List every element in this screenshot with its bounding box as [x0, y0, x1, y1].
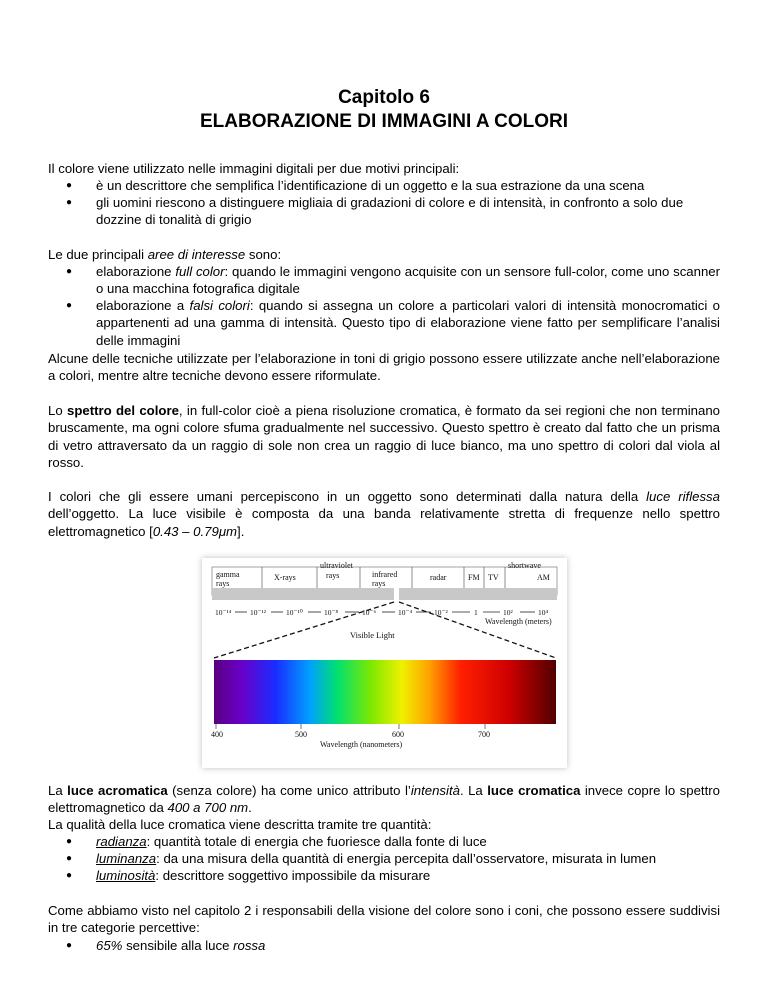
band-radar: radar	[430, 573, 447, 582]
tick-m: 10⁴	[538, 608, 549, 617]
bullet-dot: ●	[66, 197, 73, 208]
bullet-dot: ●	[66, 180, 73, 191]
band-tv: TV	[488, 573, 499, 582]
band-gamma-rays: rays	[216, 579, 230, 588]
coni-paragraph: Come abbiamo visto nel capitolo 2 i responsabili della visione del colore sono i coni, che possono essere suddivisi in tre categorie percettive:	[48, 903, 720, 936]
tick-m: 10⁻⁶	[362, 608, 377, 617]
band-shortwave: shortwave	[508, 561, 541, 570]
tick-m: 10⁻⁸	[324, 608, 339, 617]
axis-nm-label: Wavelength (nanometers)	[320, 740, 403, 749]
band-ultraviolet-rays: rays	[326, 571, 340, 580]
band-infrared: infrared	[372, 570, 398, 579]
spettro-paragraph: Lo spettro del colore, in full-color cioè a piena risoluzione cromatica, è formato da sei regioni che non terminano bruscamente, ma ogni colore sfuma gradualmente nel successivo. Questo spettro è creato dal fatto che un prisma di vetro attraversato da un raggio di sole non crea un raggio di luce bianco, ma uno spettro di colori dal viola al rosso.	[48, 403, 720, 470]
bullet-dot: ●	[66, 300, 73, 311]
intro-text: Il colore viene utilizzato nelle immagini digitali per due motivi principali:	[48, 161, 460, 176]
aree-bullet-falsi-colori: elaborazione a falsi colori: quando si assegna un colore a particolari valori di intensità monocromatici o appartenenti ad una gamma di intensità. Questo tipo di elaborazione viene fatto per semplificare l’analisi delle immagini	[96, 298, 720, 348]
band-infrared-rays: rays	[372, 579, 386, 588]
qualita-item-radianza: radianza: quantità totale di energia che fuoriesce dalla fonte di luce	[96, 834, 487, 849]
tick-m: 10⁻⁴	[398, 608, 413, 617]
tick-m: 10⁻²	[434, 608, 448, 617]
tick-nm: 700	[478, 730, 490, 739]
coni-bullet-rossa: 65% sensibile alla luce rossa	[96, 938, 266, 953]
chapter-number: Capitolo 6	[338, 87, 430, 108]
visible-light-label: Visible Light	[350, 630, 395, 640]
tick-nm: 400	[211, 730, 223, 739]
aree-bullet-full-color: elaborazione full color: quando le immagini vengono acquisite con un sensore full-color, come uno scanner o una macchina fotografica digitale	[96, 264, 721, 297]
intro-bullet-1: è un descrittore che semplifica l’identificazione di un oggetto e la sua estrazione da una scena	[96, 178, 645, 193]
acromatica-paragraph: La luce acromatica (senza colore) ha come unico attributo l’intensità. La luce cromatica invece copre lo spettro elettromagnetico da 400 a 700 nm.	[48, 783, 720, 816]
qualita-text: La qualità della luce cromatica viene descritta tramite tre quantità:	[48, 817, 432, 832]
tick-m: 10⁻¹⁴	[215, 608, 232, 617]
qualita-item-luminosita: luminosità: descrittore soggettivo impossibile da misurare	[96, 868, 431, 883]
bullet-dot: ●	[66, 870, 73, 881]
chapter-title: ELABORAZIONE DI IMMAGINI A COLORI	[199, 111, 569, 132]
colori-paragraph: I colori che gli essere umani percepiscono in un oggetto sono determinati dalla natura della luce riflessa dell’oggetto. La luce visibile è composta da una banda relativamente stretta di frequenze nello spettro elettromagnetico [0.43 – 0.79μm].	[48, 489, 720, 539]
tick-m: 10⁻¹²	[250, 608, 266, 617]
aree-paragraph: Le due principali aree di interesse sono:	[48, 247, 282, 262]
tick-m: 10²	[503, 608, 513, 617]
bullet-dot: ●	[66, 836, 73, 847]
intro-bullet-2: gli uomini riescono a distinguere migliaia di gradazioni di colore e di intensità, in confronto a solo due dozzine di tonalità di grigio	[96, 195, 684, 228]
bullet-dot: ●	[66, 266, 73, 277]
tick-nm: 500	[295, 730, 307, 739]
bullet-dot: ●	[66, 940, 73, 951]
band-xrays: X-rays	[274, 573, 296, 582]
tick-m: 1	[474, 608, 478, 617]
band-fm: FM	[468, 573, 480, 582]
band-ultraviolet: ultraviolet	[320, 561, 353, 570]
axis-meters-label: Wavelength (meters)	[485, 617, 552, 626]
electromagnetic-spectrum-figure	[202, 558, 567, 768]
band-am: AM	[537, 573, 550, 582]
band-gamma: gamma	[216, 570, 240, 579]
tick-m: 10⁻¹⁰	[286, 608, 303, 617]
visible-spectrum-gradient	[214, 660, 556, 724]
tecniche-paragraph: Alcune delle tecniche utilizzate per l’elaborazione in toni di grigio possono essere utilizzate anche nell’elaborazione a colori, mentre altre tecniche devono essere riformulate.	[48, 351, 720, 384]
bullet-dot: ●	[66, 853, 73, 864]
qualita-item-luminanza: luminanza: da una misura della quantità di energia percepita dall’osservatore, misurata in lumen	[96, 851, 657, 866]
tick-nm: 600	[392, 730, 404, 739]
